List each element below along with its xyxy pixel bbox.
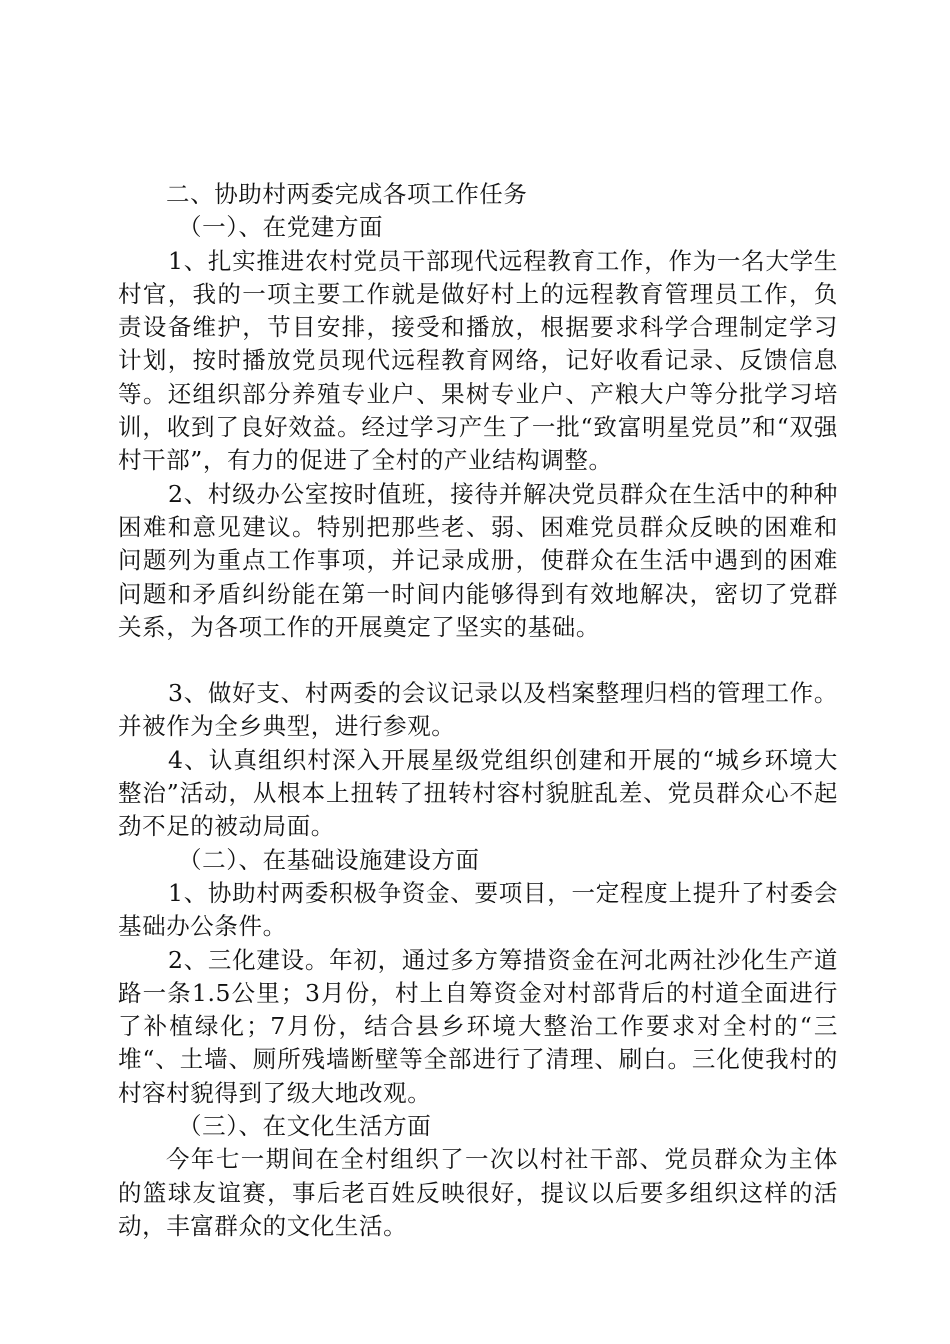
paragraph-three-transformations: 2、三化建设。年初，通过多方筹措资金在河北两社沙化生产道路一条1.5公里；3月份，村上自筹资金对村部背后的村道全面进行了补植绿化；7月份，结合县乡环境大整治工作要求对全村的“三堆“、土墙、厕所残墙断壁等全部进行了清理、刷白。三化使我村的村容村貌得到了级大地改观。 bbox=[118, 945, 838, 1107]
paragraph-remote-education: 1、扎实推进农村党员干部现代远程教育工作，作为一名大学生村官，我的一项主要工作就是做好村上的远程教育管理员工作，负责设备维护，节目安排，接受和播放，根据要求科学合理制定学习计划，按时播放党员现代远程教育网络，记好收看记录、反馈信息等。还组织部分养殖专业户、果树专业户、产粮大户等分批学习培训，收到了良好效益。经过学习产生了一批“致富明星党员”和“双强村干部”，有力的促进了全村的产业结构调整。 bbox=[118, 246, 838, 475]
paragraph-basketball-match: 今年七一期间在全村组织了一次以村社干部、党员群众为主体的篮球友谊赛，事后老百姓反映很好，提议以后要多组织这样的活动，丰富群众的文化生活。 bbox=[118, 1145, 838, 1240]
subsection-heading-party-building: （一）、在党建方面 bbox=[178, 213, 384, 242]
document-body bbox=[118, 178, 838, 1243]
subsection-heading-culture: （三）、在文化生活方面 bbox=[178, 1112, 432, 1141]
subsection-heading-infrastructure: （二）、在基础设施建设方面 bbox=[178, 845, 480, 874]
blank-line bbox=[118, 644, 838, 677]
paragraph-office-duty: 2、村级办公室按时值班，接待并解决党员群众在生活中的种种困难和意见建议。特别把那些老、弱、困难党员群众反映的困难和问题列为重点工作事项，并记录成册，使群众在生活中遇到的困难问题和矛盾纠纷能在第一时间内能够得到有效地解决，密切了党群关系，为各项工作的开展奠定了坚实的基础。 bbox=[118, 479, 838, 641]
paragraph-environment-campaign: 4、认真组织村深入开展星级党组织创建和开展的“城乡环境大整治”活动，从根本上扭转了扭转村容村貌脏乱差、党员群众心不起劲不足的被动局面。 bbox=[118, 745, 838, 841]
paragraph-funding-projects: 1、协助村两委积极争资金、要项目，一定程度上提升了村委会基础办公条件。 bbox=[118, 878, 838, 941]
paragraph-meeting-records: 3、做好支、村两委的会议记录以及档案整理归档的管理工作。并被作为全乡典型，进行参观。 bbox=[118, 679, 838, 741]
section-heading: 二、协助村两委完成各项工作任务 bbox=[166, 180, 528, 208]
